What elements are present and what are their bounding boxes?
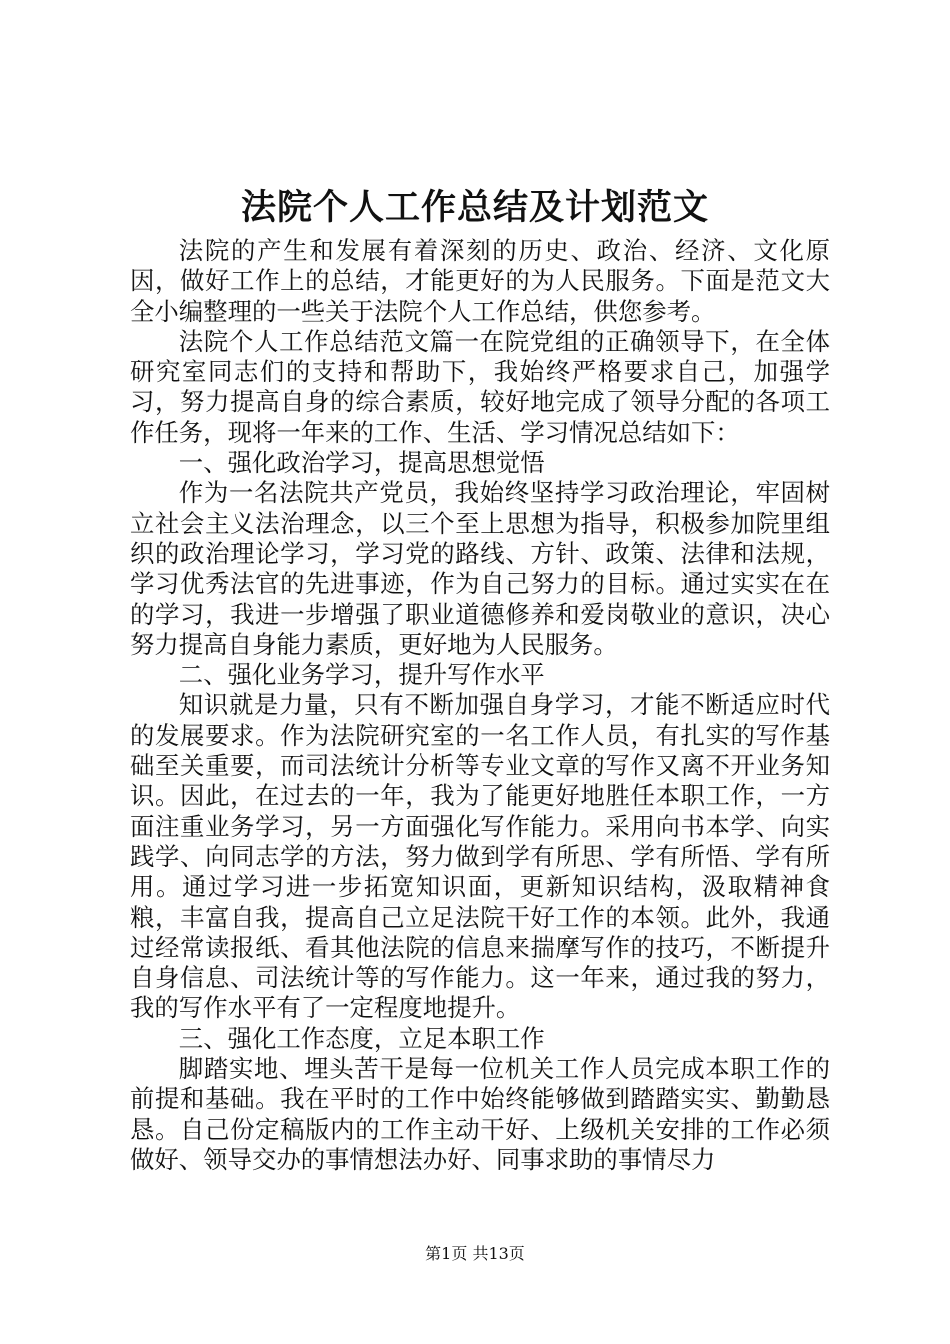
paragraph-intro: 法院的产生和发展有着深刻的历史、政治、经济、文化原因，做好工作上的总结，才能更好的为人民服务。下面是范文大全小编整理的一些关于法院个人工作总结，供您参考。 (130, 236, 830, 326)
document-body (130, 236, 830, 1175)
page-footer: 第1页 共13页 (425, 1244, 525, 1263)
paragraph-section-2: 知识就是力量，只有不断加强自身学习，才能不断适应时代的发展要求。作为法院研究室的一名工作人员，有扎实的写作基础至关重要，而司法统计分析等专业文章的写作又离不开业务知识。因此，在过去的一年，我为了能更好地胜任本职工作，一方面注重业务学习，另一方面强化写作能力。采用向书本学、向实践学、向同志学的方法，努力做到学有所思、学有所悟、学有所用。通过学习进一步拓宽知识面，更新知识结构，汲取精神食粮，丰富自我，提高自己立足法院干好工作的本领。此外，我通过经常读报纸、看其他法院的信息来揣摩写作的技巧，不断提升自身信息、司法统计等的写作能力。这一年来，通过我的努力，我的写作水平有了一定程度地提升。 (130, 690, 830, 1023)
section-heading-3: 三、强化工作态度，立足本职工作 (178, 1023, 545, 1053)
section-heading-2: 二、强化业务学习，提升写作水平 (178, 660, 545, 690)
paragraph-section-3: 脚踏实地、埋头苦干是每一位机关工作人员完成本职工作的前提和基础。我在平时的工作中始终能够做到踏踏实实、勤勤恳恳。自己份定稿版内的工作主动干好、上级机关安排的工作必须做好、领导交办的事情想法办好、同事求助的事情尽力 (130, 1054, 830, 1174)
paragraph-opening: 法院个人工作总结范文篇一在院党组的正确领导下，在全体研究室同志们的支持和帮助下，我始终严格要求自己，加强学习，努力提高自身的综合素质，较好地完成了领导分配的各项工作任务，现将一年来的工作、生活、学习情况总结如下： (130, 326, 830, 447)
paragraph-section-1: 作为一名法院共产党员，我始终坚持学习政治理论，牢固树立社会主义法治理念，以三个至上思想为指导，积极参加院里组织的政治理论学习，学习党的路线、方针、政策、法律和法规，学习优秀法官的先进事迹，作为自己努力的目标。通过实实在在的学习，我进一步增强了职业道德修养和爱岗敬业的意识，决心努力提高自身能力素质，更好地为人民服务。 (130, 478, 830, 659)
section-heading-1: 一、强化政治学习，提高思想觉悟 (178, 448, 545, 478)
document-title: 法院个人工作总结及计划范文 (240, 187, 709, 228)
